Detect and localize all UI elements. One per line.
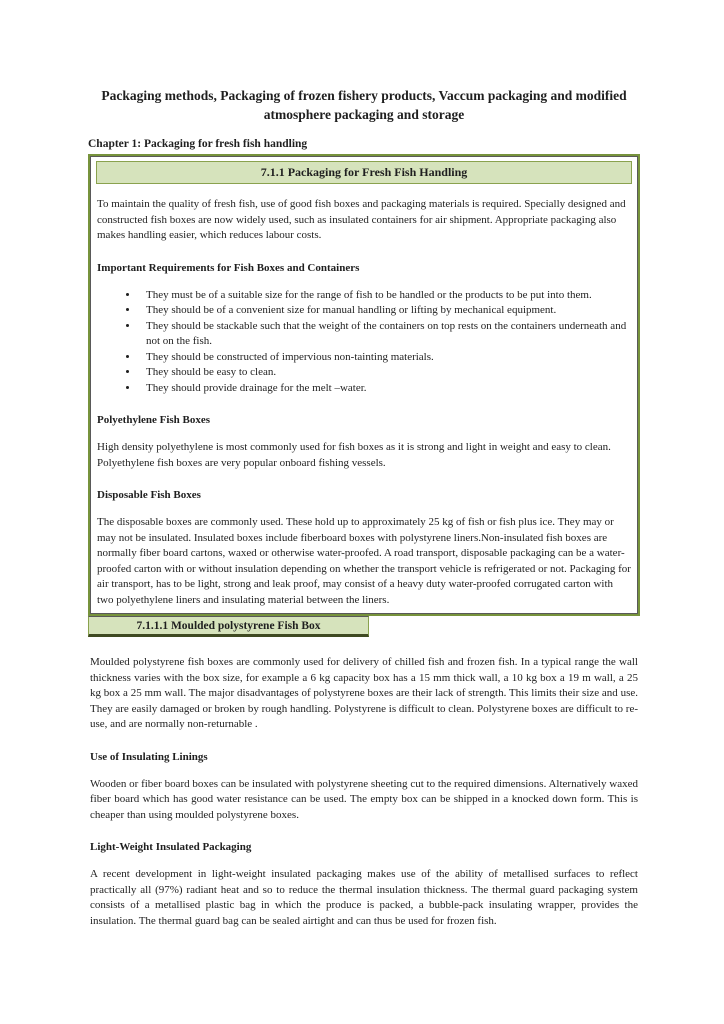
bullet-item: • They must be of a suitable size for the range of fish to be handled or the products to be put into them. [139,288,631,304]
polyethylene-heading: Polyethylene Fish Boxes [97,414,211,426]
moulded-paragraph: Moulded polystyrene fish boxes are commonly used for delivery of chilled fish and frozen fish. In a typical range the wall thickness varies with the box size, for example a 6 kg capacity box has a 15 mm thick wall, a 10 kg box a 19 m wall, a 25 kg box a 25 mm wall. The major disadvantages of polystyrene boxes are their lack of strength. This limits their size and use. They are easily damaged or broken by rough handling. Polystyrene is difficult to clean. Polystyrene boxes are difficult to re-use, and are normally non-returnable . [90,656,638,730]
lightweight-paragraph: A recent development in light-weight insulated packaging makes use of the ability of metallised surfaces to reflect practically all (97%) radiant heat and so to reduce the thermal insulation thickness. The thermal guard packaging system consists of a metallised plastic bag in which the produce is packed, a bubble-pack insulating wrapper, provides the insulation. The thermal guard bag can be sealed airtight and can thus be used for frozen fish. [90,868,638,927]
disposable-heading: Disposable Fish Boxes [97,489,201,501]
bullet-item: • They should be of a convenient size for manual handling or lifting by mechanical equipment. [139,303,631,319]
requirements-heading: Important Requirements for Fish Boxes and Containers [97,261,360,274]
chapter-heading: Chapter 1: Packaging for fresh fish handling [88,138,308,150]
lightweight-heading: Light-Weight Insulated Packaging [90,841,252,853]
linings-paragraph: Wooden or fiber board boxes can be insulated with polystyrene sheeting cut to the required dimensions. Alternatively waxed fiber board which has good water resistance can be used. The empty box can be shipped in a knocked down form. This is cheaper than using moulded polystyrene boxes. [90,777,638,821]
intro-paragraph: To maintain the quality of fresh fish, use of good fish boxes and packaging materials is required. Specially designed and constructed fish boxes are now widely used, such as insulated containers for air shipment. Appropriate packaging also makes handling easier, which reduces labour costs. [97,198,626,241]
bullet-item: • They should be stackable such that the weight of the containers on top rests on the containers underneath and not on the fish. [139,319,631,350]
section-7-1-1-box [88,154,640,616]
bullet-item: • They should provide drainage for the melt –water. [139,381,631,397]
disposable-paragraph: The disposable boxes are commonly used. These hold up to approximately 25 kg of fish or fish plus ice. They may or may not be insulated. Insulated boxes include fiberboard boxes with polystyrene liners.Non-insulated fish boxes are normally fiber board cartons, waxed or otherwise water-proofed. A road transport, disposable packaging can be a water-proofed carton with or without insulation depending on whether the transport vehicle is refrigerated or not. Packaging for air transport, has to be light, strong and leak proof, may consist of a heavy duty water-proofed corrugated carton with two polyethylene liners and insulating material between the liners. [97,516,631,606]
section-header-bar: 7.1.1 Packaging for Fresh Fish Handling [96,161,632,184]
bullet-item: • They should be easy to clean. [139,365,631,381]
bullet-item: • They should be constructed of impervious non-tainting materials. [139,350,631,366]
document-title: Packaging methods, Packaging of frozen fishery products, Vaccum packaging and modified atmosphere packaging and storage [101,88,627,122]
subsection-header-bar: 7.1.1.1 Moulded polystyrene Fish Box [88,616,369,637]
polyethylene-paragraph: High density polyethylene is most commonly used for fish boxes as it is strong and light in weight and easy to clean. Polyethylene fish boxes are very popular onboard fishing vessels. [97,441,611,469]
linings-heading: Use of Insulating Linings [90,750,208,763]
requirements-bullet-list [97,288,631,397]
page-content [88,0,640,929]
